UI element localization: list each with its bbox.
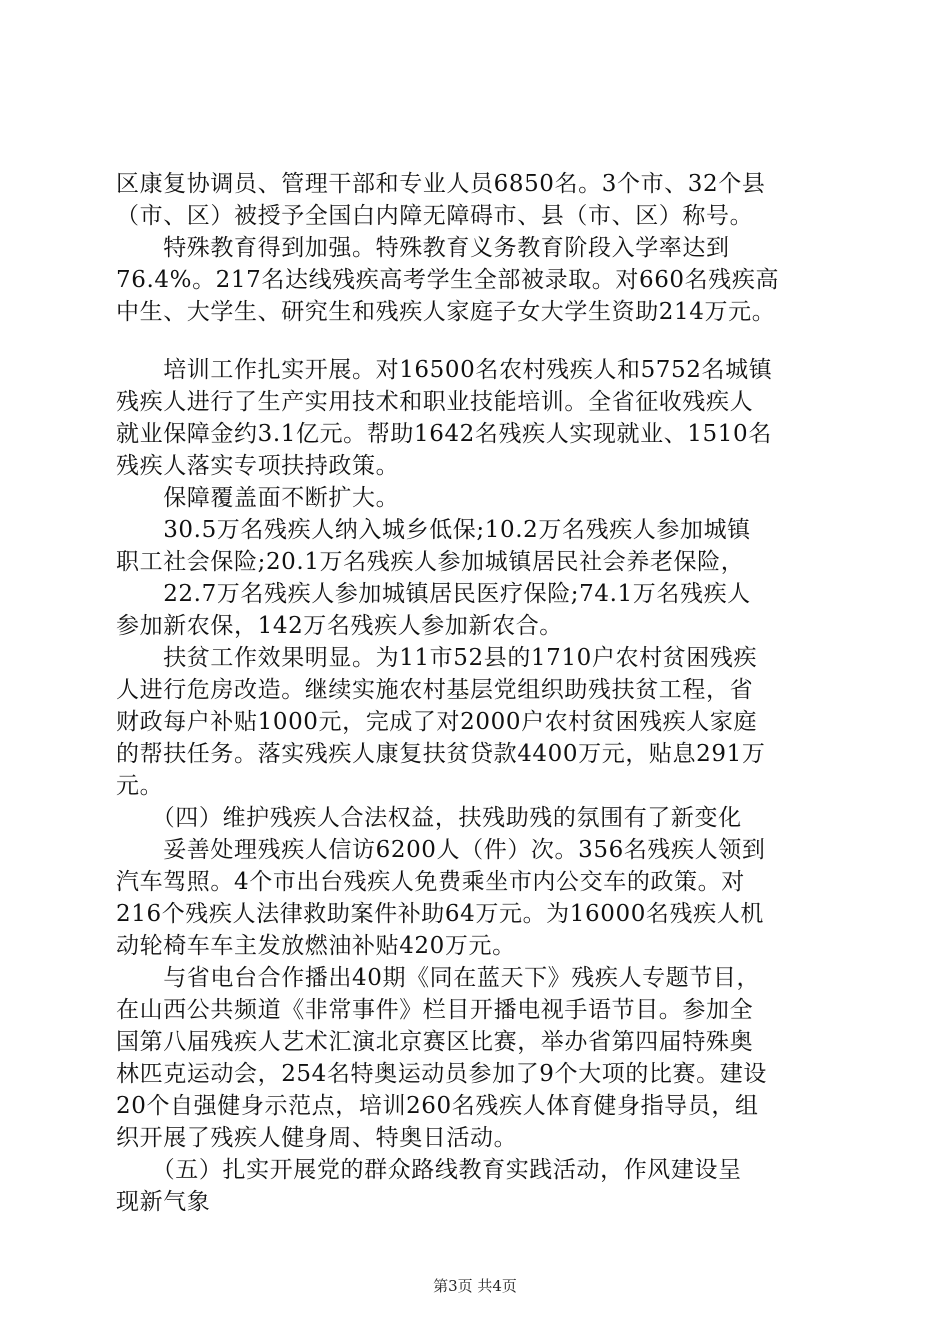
text-line: 76.4%。217名达线残疾高考学生全部被录取。对660名残疾高 [116,267,780,293]
text-line: 现新气象 [116,1189,211,1215]
text-line: 动轮椅车车主发放燃油补贴420万元。 [116,933,516,959]
text-line: （四）维护残疾人合法权益，扶残助残的氛围有了新变化 [116,805,742,831]
paragraph [116,354,836,482]
paragraph [116,802,836,834]
text-line: 中生、大学生、研究生和残疾人家庭子女大学生资助214万元。 [116,299,776,325]
text-line: 残疾人进行了生产实用技术和职业技能培训。全省征收残疾人 [116,389,754,415]
paragraph [116,578,836,642]
text-line: （五）扎实开展党的群众路线教育实践活动，作风建设呈 [116,1157,742,1183]
text-line: 就业保障金约3.1亿元。帮助1642名残疾人实现就业、1510名 [116,421,772,447]
text-line: 扶贫工作效果明显。为11市52县的1710户农村贫困残疾 [116,645,758,671]
text-line: 国第八届残疾人艺术汇演北京赛区比赛，举办省第四届特殊奥 [116,1029,754,1055]
text-line: 在山西公共频道《非常事件》栏目开播电视手语节目。参加全 [116,997,754,1023]
text-line: 林匹克运动会，254名特奥运动员参加了9个大项的比赛。建设 [116,1061,767,1087]
paragraph [116,232,836,328]
paragraph [116,482,836,514]
text-line: 财政每户补贴1000元，完成了对2000户农村贫困残疾人家庭 [116,709,758,735]
text-line: 培训工作扎实开展。对16500名农村残疾人和5752名城镇 [116,357,773,383]
document-body [116,168,836,1218]
text-line: 汽车驾照。4个市出台残疾人免费乘坐市内公交车的政策。对 [116,869,745,895]
text-line: 妥善处理残疾人信访6200人（件）次。356名残疾人领到 [116,837,766,863]
text-line: （市、区）被授予全国白内障无障碍市、县（市、区）称号。 [116,203,754,229]
text-line: 人进行危房改造。继续实施农村基层党组织助残扶贫工程，省 [116,677,754,703]
paragraph [116,642,836,802]
paragraph [116,834,836,962]
paragraph-gap [116,328,836,354]
paragraph [116,962,836,1154]
text-line: 职工社会保险;20.1万名残疾人参加城镇居民社会养老保险， [116,549,745,575]
text-line: 30.5万名残疾人纳入城乡低保;10.2万名残疾人参加城镇 [116,517,751,543]
text-line: 20个自强健身示范点，培训260名残疾人体育健身指导员，组 [116,1093,759,1119]
text-line: 特殊教育得到加强。特殊教育义务教育阶段入学率达到 [116,235,730,261]
text-line: 22.7万名残疾人参加城镇居民医疗保险;74.1万名残疾人 [116,581,751,607]
text-line: 参加新农保，142万名残疾人参加新农合。 [116,613,563,639]
paragraph [116,1154,836,1218]
text-line: 的帮扶任务。落实残疾人康复扶贫贷款4400万元，贴息291万 [116,741,766,767]
text-line: 残疾人落实专项扶持政策。 [116,453,400,479]
text-line: 与省电台合作播出40期《同在蓝天下》残疾人专题节目， [116,965,761,991]
text-line: 216个残疾人法律救助案件补助64万元。为16000名残疾人机 [116,901,764,927]
paragraph [116,514,836,578]
page-footer: 第3页 共4页 [433,1277,517,1295]
text-line: 元。 [116,773,164,799]
text-line: 保障覆盖面不断扩大。 [116,485,400,511]
text-line: 区康复协调员、管理干部和专业人员6850名。3个市、32个县 [116,171,766,197]
text-line: 织开展了残疾人健身周、特奥日活动。 [116,1125,518,1151]
paragraph [116,168,836,232]
